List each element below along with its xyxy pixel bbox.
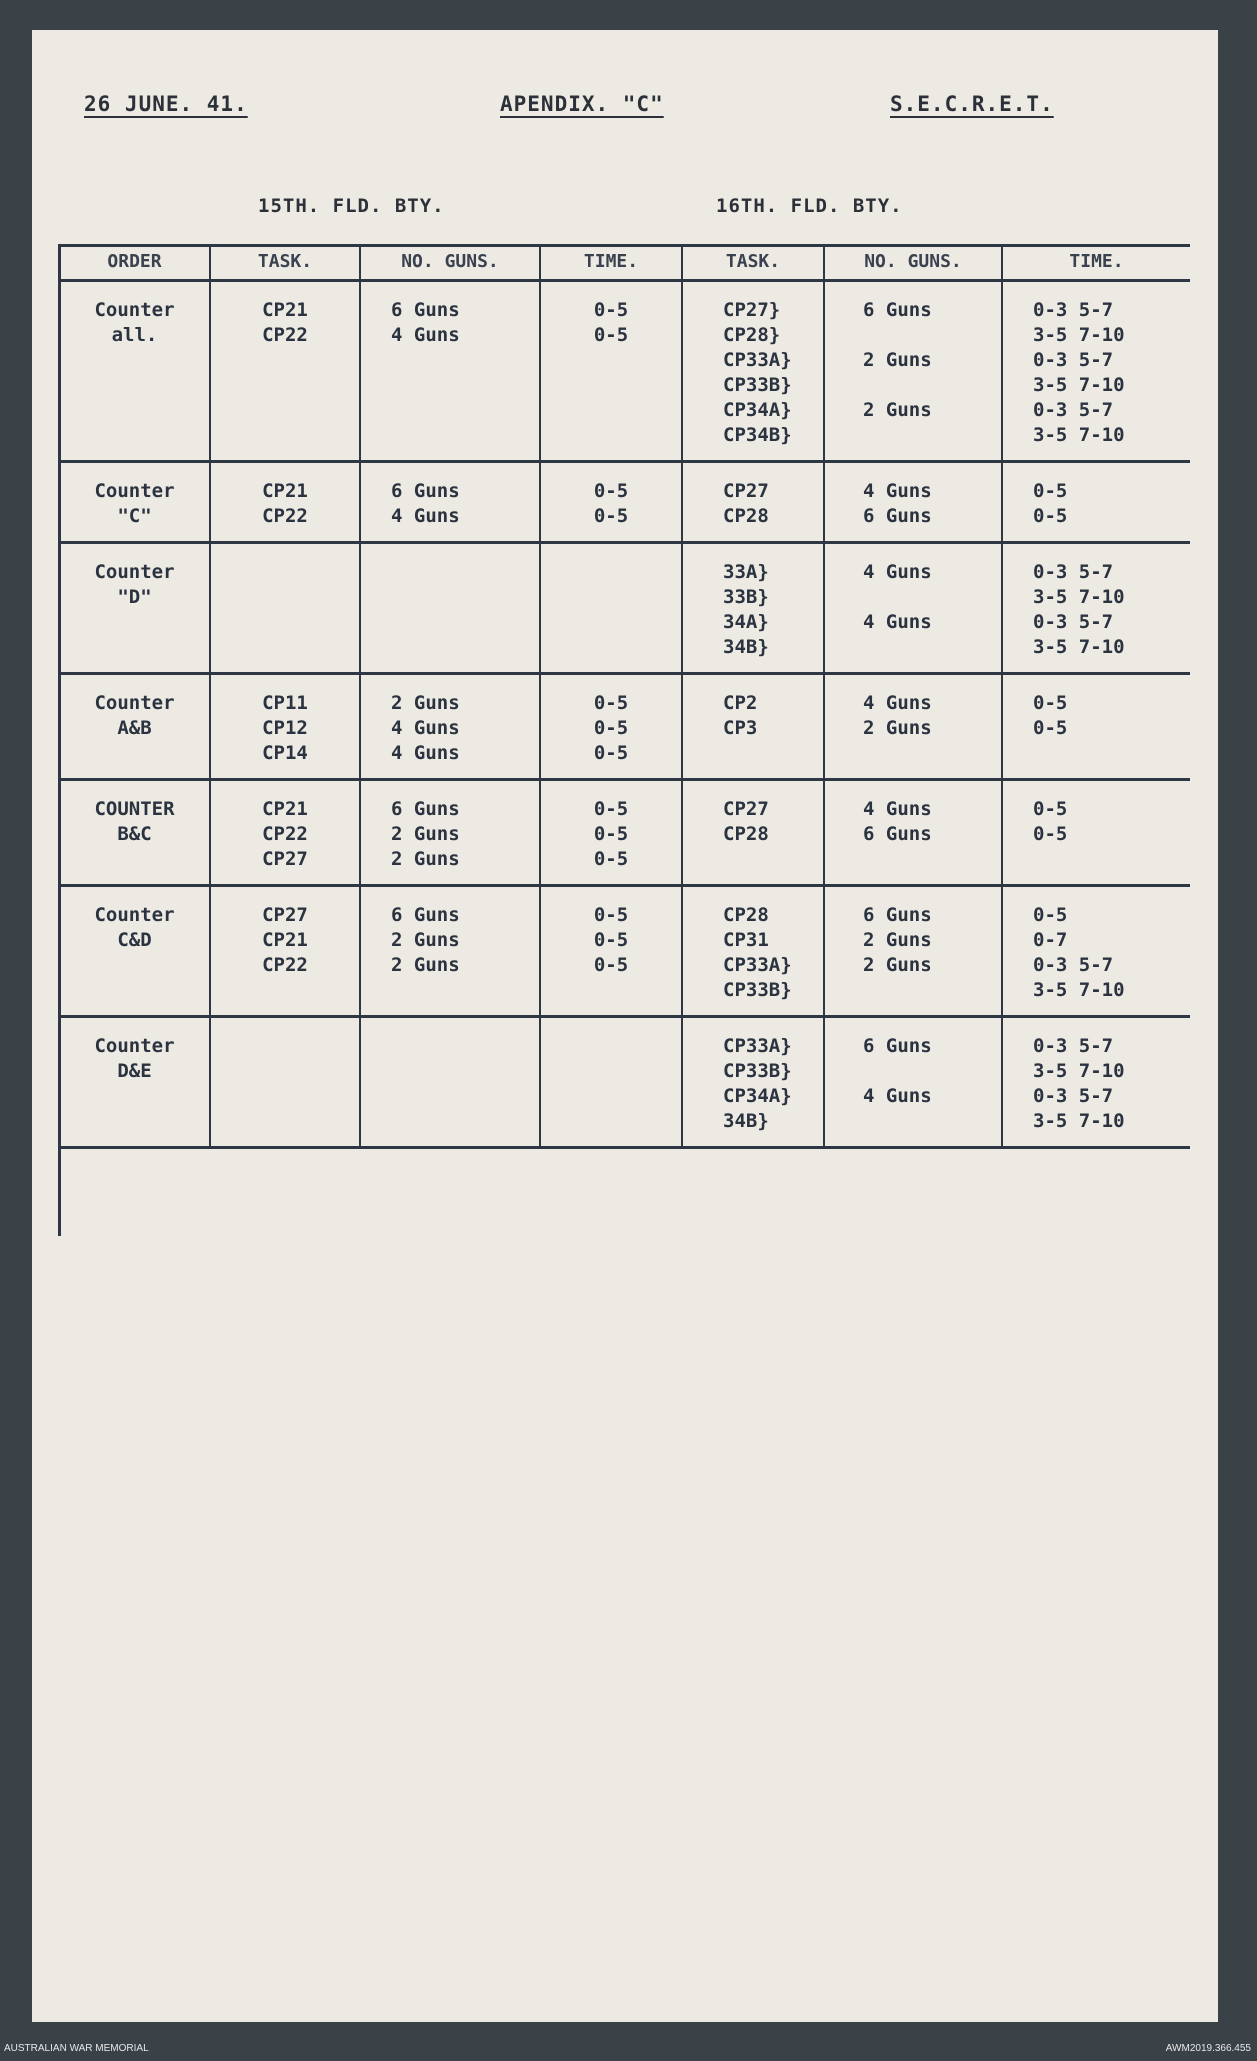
- cell-line: CP27: [723, 798, 769, 820]
- cell-line: 4 Guns: [863, 692, 932, 714]
- cell-time16: [1002, 543, 1190, 674]
- cell-line: CP22: [262, 823, 308, 845]
- cell-line: 0-3 5-7: [1033, 611, 1114, 633]
- cell-line: 2 Guns: [863, 929, 932, 951]
- cell-line: 2 Guns: [391, 929, 460, 951]
- cell-line: CP34A}: [723, 1085, 792, 1107]
- cell-line: CP33B}: [723, 979, 792, 1001]
- cell-line: 0-5: [593, 505, 629, 527]
- cell-line: C&D: [117, 929, 152, 951]
- cell-order: [60, 543, 210, 674]
- cell-line: 0-5: [593, 904, 629, 926]
- footer-right: AWM2019.366.455: [1165, 2043, 1251, 2054]
- cell-line: 4 Guns: [863, 1085, 932, 1107]
- cell-line: 2 Guns: [391, 954, 460, 976]
- cell-time15: [540, 886, 682, 1017]
- cell-line: 0-5: [593, 954, 629, 976]
- cell-line: 3-5 7-10: [1033, 424, 1125, 446]
- cell-line: 4 Guns: [863, 480, 932, 502]
- cell-line: 0-5: [593, 929, 629, 951]
- cell-order: [60, 1017, 210, 1148]
- cell-line: Counter: [94, 1035, 175, 1057]
- fire-plan-table: [60, 244, 1190, 1149]
- cell-line: 0-5: [593, 692, 629, 714]
- battery-15-heading: 15TH. FLD. BTY.: [258, 195, 445, 217]
- cell-line: [863, 373, 995, 398]
- cell-line: CP28: [723, 904, 769, 926]
- cell-task16: [682, 780, 824, 886]
- cell-time16: [1002, 1017, 1190, 1148]
- cell-line: 0-5: [593, 717, 629, 739]
- cell-line: [863, 635, 995, 660]
- cell-line: 0-5: [1033, 505, 1068, 527]
- cell-line: 33A}: [723, 561, 769, 583]
- cell-task16: [682, 462, 824, 543]
- cell-line: 6 Guns: [391, 480, 460, 502]
- cell-line: CP22: [262, 324, 308, 346]
- cell-line: 6 Guns: [863, 299, 932, 321]
- cell-task15: [210, 462, 360, 543]
- cell-line: 0-3 5-7: [1033, 954, 1114, 976]
- cell-line: [863, 978, 995, 1003]
- cell-task15: [210, 1017, 360, 1148]
- cell-guns15: [360, 281, 540, 462]
- cell-line: "C": [117, 505, 152, 527]
- col-task16-header: TASK.: [682, 246, 824, 281]
- col-order-header: ORDER: [60, 246, 210, 281]
- cell-line: CP28: [723, 823, 769, 845]
- cell-line: D&E: [117, 1060, 152, 1082]
- appendix-title: APENDIX. "C": [500, 92, 664, 116]
- cell-line: 0-7: [1033, 929, 1068, 951]
- cell-order: [60, 780, 210, 886]
- cell-line: 4 Guns: [863, 798, 932, 820]
- cell-line: 0-5: [593, 823, 629, 845]
- cell-line: CP22: [262, 954, 308, 976]
- cell-line: 0-5: [1033, 798, 1068, 820]
- cell-order: [60, 462, 210, 543]
- col-time15-header: TIME.: [540, 246, 682, 281]
- cell-time15: [540, 780, 682, 886]
- cell-line: CP33A}: [723, 1035, 792, 1057]
- cell-line: CP31: [723, 929, 769, 951]
- col-task15-header: TASK.: [210, 246, 360, 281]
- cell-line: CP21: [262, 929, 308, 951]
- cell-line: 0-5: [593, 480, 629, 502]
- cell-line: CP21: [262, 299, 308, 321]
- table-body: [60, 281, 1190, 1148]
- cell-line: 3-5 7-10: [1033, 1110, 1125, 1132]
- cell-line: CP33B}: [723, 374, 792, 396]
- cell-line: [863, 1059, 995, 1084]
- cell-line: 0-3 5-7: [1033, 1035, 1114, 1057]
- cell-line: CP34A}: [723, 399, 792, 421]
- table-row: [60, 674, 1190, 780]
- cell-guns15: [360, 780, 540, 886]
- cell-order: [60, 886, 210, 1017]
- cell-line: CP27}: [723, 299, 781, 321]
- cell-task15: [210, 543, 360, 674]
- cell-line: 2 Guns: [863, 717, 932, 739]
- cell-time16: [1002, 886, 1190, 1017]
- cell-line: 2 Guns: [391, 823, 460, 845]
- cell-line: CP33A}: [723, 349, 792, 371]
- cell-guns16: [824, 780, 1002, 886]
- cell-line: 34A}: [723, 611, 769, 633]
- cell-line: 0-5: [1033, 717, 1068, 739]
- cell-line: 33B}: [723, 586, 769, 608]
- cell-guns16: [824, 281, 1002, 462]
- cell-line: 2 Guns: [863, 349, 932, 371]
- cell-line: 2 Guns: [863, 954, 932, 976]
- cell-line: 3-5 7-10: [1033, 1060, 1125, 1082]
- cell-time16: [1002, 674, 1190, 780]
- cell-time15: [540, 1017, 682, 1148]
- cell-line: CP12: [262, 717, 308, 739]
- cell-guns16: [824, 886, 1002, 1017]
- cell-line: [863, 323, 995, 348]
- cell-line: CP22: [262, 505, 308, 527]
- cell-line: CP27: [723, 480, 769, 502]
- cell-line: 34B}: [723, 636, 769, 658]
- cell-task16: [682, 543, 824, 674]
- cell-line: CP28}: [723, 324, 781, 346]
- cell-time16: [1002, 780, 1190, 886]
- cell-task16: [682, 886, 824, 1017]
- cell-guns16: [824, 543, 1002, 674]
- cell-line: Counter: [94, 480, 175, 502]
- cell-line: all.: [111, 324, 158, 346]
- table-row: [60, 1017, 1190, 1148]
- cell-line: 0-3 5-7: [1033, 1085, 1114, 1107]
- cell-order: [60, 281, 210, 462]
- cell-line: Counter: [94, 299, 175, 321]
- cell-line: 3-5 7-10: [1033, 586, 1125, 608]
- cell-line: [863, 423, 995, 448]
- cell-line: 6 Guns: [863, 1035, 932, 1057]
- cell-line: B&C: [117, 823, 152, 845]
- cell-task15: [210, 886, 360, 1017]
- table-row: [60, 543, 1190, 674]
- cell-line: CP27: [262, 904, 308, 926]
- cell-task15: [210, 281, 360, 462]
- cell-task16: [682, 1017, 824, 1148]
- cell-guns15: [360, 462, 540, 543]
- battery-16-heading: 16TH. FLD. BTY.: [716, 195, 903, 217]
- cell-line: 0-3 5-7: [1033, 399, 1114, 421]
- cell-line: 6 Guns: [391, 798, 460, 820]
- cell-line: 0-5: [1033, 904, 1068, 926]
- cell-line: 0-5: [593, 848, 629, 870]
- footer-left: AUSTRALIAN WAR MEMORIAL: [4, 2043, 149, 2054]
- cell-line: 6 Guns: [863, 904, 932, 926]
- cell-line: 6 Guns: [391, 904, 460, 926]
- cell-task16: [682, 674, 824, 780]
- cell-time15: [540, 674, 682, 780]
- cell-line: 4 Guns: [391, 742, 460, 764]
- cell-task15: [210, 780, 360, 886]
- table-row: [60, 281, 1190, 462]
- cell-line: "D": [117, 586, 152, 608]
- cell-guns15: [360, 886, 540, 1017]
- cell-guns16: [824, 462, 1002, 543]
- cell-line: 4 Guns: [391, 505, 460, 527]
- cell-line: 4 Guns: [863, 611, 932, 633]
- cell-time15: [540, 462, 682, 543]
- cell-line: CP21: [262, 798, 308, 820]
- cell-line: CP2: [723, 692, 758, 714]
- cell-guns15: [360, 1017, 540, 1148]
- cell-guns16: [824, 1017, 1002, 1148]
- cell-line: CP14: [262, 742, 308, 764]
- cell-line: 0-5: [1033, 692, 1068, 714]
- col-time16-header: TIME.: [1002, 246, 1190, 281]
- cell-guns15: [360, 543, 540, 674]
- cell-line: CP33A}: [723, 954, 792, 976]
- cell-line: A&B: [117, 717, 152, 739]
- cell-line: 3-5 7-10: [1033, 636, 1125, 658]
- cell-line: 0-5: [593, 742, 629, 764]
- cell-line: 2 Guns: [391, 848, 460, 870]
- cell-line: 6 Guns: [863, 505, 932, 527]
- cell-line: 2 Guns: [863, 399, 932, 421]
- cell-line: COUNTER: [94, 798, 175, 820]
- cell-line: 3-5 7-10: [1033, 374, 1125, 396]
- cell-line: 0-5: [593, 324, 629, 346]
- cell-line: CP11: [262, 692, 308, 714]
- cell-line: CP27: [262, 848, 308, 870]
- cell-line: CP28: [723, 505, 769, 527]
- cell-line: 4 Guns: [863, 561, 932, 583]
- document-date: 26 JUNE. 41.: [84, 92, 248, 116]
- cell-line: Counter: [94, 561, 175, 583]
- cell-line: 34B}: [723, 1110, 769, 1132]
- table-row: [60, 462, 1190, 543]
- col-guns16-header: NO. GUNS.: [824, 246, 1002, 281]
- cell-time15: [540, 281, 682, 462]
- cell-line: 2 Guns: [391, 692, 460, 714]
- cell-task15: [210, 674, 360, 780]
- cell-line: Counter: [94, 904, 175, 926]
- cell-line: 6 Guns: [863, 823, 932, 845]
- cell-task16: [682, 281, 824, 462]
- cell-line: 0-5: [593, 798, 629, 820]
- cell-line: 3-5 7-10: [1033, 324, 1125, 346]
- table-header-row: [60, 246, 1190, 281]
- cell-order: [60, 674, 210, 780]
- table-row: [60, 886, 1190, 1017]
- cell-line: [863, 1109, 995, 1134]
- cell-time15: [540, 543, 682, 674]
- cell-time16: [1002, 281, 1190, 462]
- cell-line: CP3: [723, 717, 758, 739]
- cell-guns16: [824, 674, 1002, 780]
- cell-line: 0-3 5-7: [1033, 349, 1114, 371]
- cell-guns15: [360, 674, 540, 780]
- classification-label: S.E.C.R.E.T.: [890, 92, 1054, 116]
- col-guns15-header: NO. GUNS.: [360, 246, 540, 281]
- cell-line: 0-3 5-7: [1033, 561, 1114, 583]
- cell-line: 4 Guns: [391, 324, 460, 346]
- table-row: [60, 780, 1190, 886]
- cell-line: 4 Guns: [391, 717, 460, 739]
- cell-line: 0-5: [593, 299, 629, 321]
- cell-line: 3-5 7-10: [1033, 979, 1125, 1001]
- cell-line: 0-3 5-7: [1033, 299, 1114, 321]
- cell-line: CP33B}: [723, 1060, 792, 1082]
- cell-line: 0-5: [1033, 823, 1068, 845]
- cell-line: 6 Guns: [391, 299, 460, 321]
- cell-time16: [1002, 462, 1190, 543]
- cell-line: 0-5: [1033, 480, 1068, 502]
- cell-line: Counter: [94, 692, 175, 714]
- cell-line: CP34B}: [723, 424, 792, 446]
- cell-line: [863, 585, 995, 610]
- cell-line: CP21: [262, 480, 308, 502]
